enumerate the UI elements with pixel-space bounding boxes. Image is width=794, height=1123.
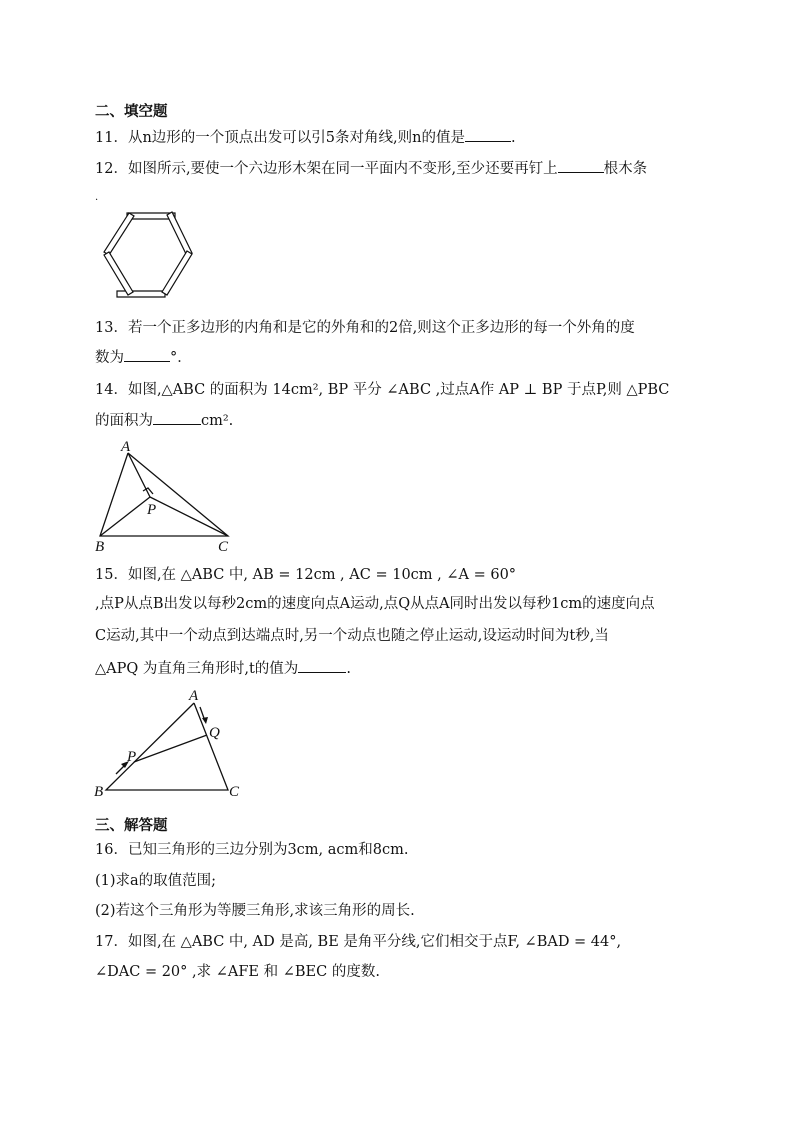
label-b: B (95, 539, 105, 555)
question-11 (95, 127, 516, 148)
triangle-outline (106, 703, 228, 790)
question-17-line2: ∠DAC = 20° ,求 ∠AFE 和 ∠BEC 的度数. (95, 964, 380, 980)
stick-upper-right (167, 212, 192, 256)
question-13-line2 (95, 347, 192, 368)
question-14-tail: cm². (201, 413, 234, 429)
question-14-line2 (95, 410, 233, 431)
label-c: C (218, 539, 229, 555)
question-12-tail: 根木条 (603, 161, 648, 177)
question-17-line1: 17．如图,在 △ABC 中, AD 是高, BE 是角平分线,它们相交于点F, ∠BAD = 44°, (95, 934, 622, 950)
arrow-q-head (202, 717, 208, 724)
stick-lower-right (162, 251, 192, 295)
label-p: P (127, 749, 137, 765)
answer-blank[interactable] (465, 127, 511, 142)
segment-pq (134, 735, 207, 762)
question-13-text: 数为 (95, 350, 124, 366)
question-15-line1: 15．如图,在 △ABC 中, AB = 12cm , AC = 10cm , ∠A = 60° (95, 567, 517, 583)
question-12 (95, 158, 647, 179)
answer-blank[interactable] (298, 658, 346, 673)
question-13-line1: 13．若一个正多边形的内角和是它的外角和的2倍,则这个正多边形的每一个外角的度 (95, 320, 635, 336)
question-16-part1: (1)求a的取值范围; (95, 873, 217, 889)
question-16-line1: 16．已知三角形的三边分别为3cm, acm和8cm. (95, 842, 409, 858)
label-p: P (147, 502, 157, 518)
question-14-line1: 14．如图,△ABC 的面积为 14cm², BP 平分 ∠ABC ,过点A作 AP ⊥ BP 于点P,则 △PBC (95, 382, 670, 398)
answer-blank[interactable] (124, 347, 170, 362)
question-15-text: △APQ 为直角三角形时,t的值为 (95, 661, 299, 677)
question-15-line2: ,点P从点B出发以每秒2cm的速度向点A运动,点Q从点A同时出发以每秒1cm的速度向点 (95, 596, 655, 612)
question-12-continuation: . (95, 192, 99, 203)
question-15-tail: . (346, 661, 351, 677)
stick-bottom (117, 291, 165, 297)
label-a: A (121, 439, 131, 455)
section-2-heading: 二、填空题 (95, 104, 168, 120)
triangle-abp-figure (90, 435, 240, 555)
question-15-line4 (95, 658, 351, 679)
label-c: C (229, 784, 240, 800)
question-16-part2: (2)若这个三角形为等腰三角形,求该三角形的周长. (95, 903, 415, 919)
question-11-text: 11．从n边形的一个顶点出发可以引5条对角线,则n的值是 (95, 130, 465, 146)
answer-blank[interactable] (153, 410, 201, 425)
answer-blank[interactable] (558, 158, 604, 173)
stick-upper-left (104, 213, 134, 255)
question-11-tail: . (510, 130, 516, 146)
label-b: B (94, 784, 104, 800)
section-3-heading: 三、解答题 (95, 818, 168, 834)
triangle-apq-figure (90, 685, 250, 805)
question-12-text: 12．如图所示,要使一个六边形木架在同一平面内不变形,至少还要再钉上 (95, 161, 558, 177)
stick-lower-left (104, 252, 133, 295)
question-14-text: 的面积为 (95, 413, 153, 429)
question-15-line3: C运动,其中一个动点到达端点时,另一个动点也随之停止运动,设运动时间为t秒,当 (95, 628, 609, 644)
question-13-tail: °． (170, 350, 192, 366)
hexagon-frame-figure (95, 205, 195, 305)
label-q: Q (209, 725, 220, 741)
segment-bp (100, 497, 150, 536)
label-a: A (189, 688, 199, 704)
triangle-outline (100, 453, 228, 536)
segment-ap (128, 453, 150, 497)
